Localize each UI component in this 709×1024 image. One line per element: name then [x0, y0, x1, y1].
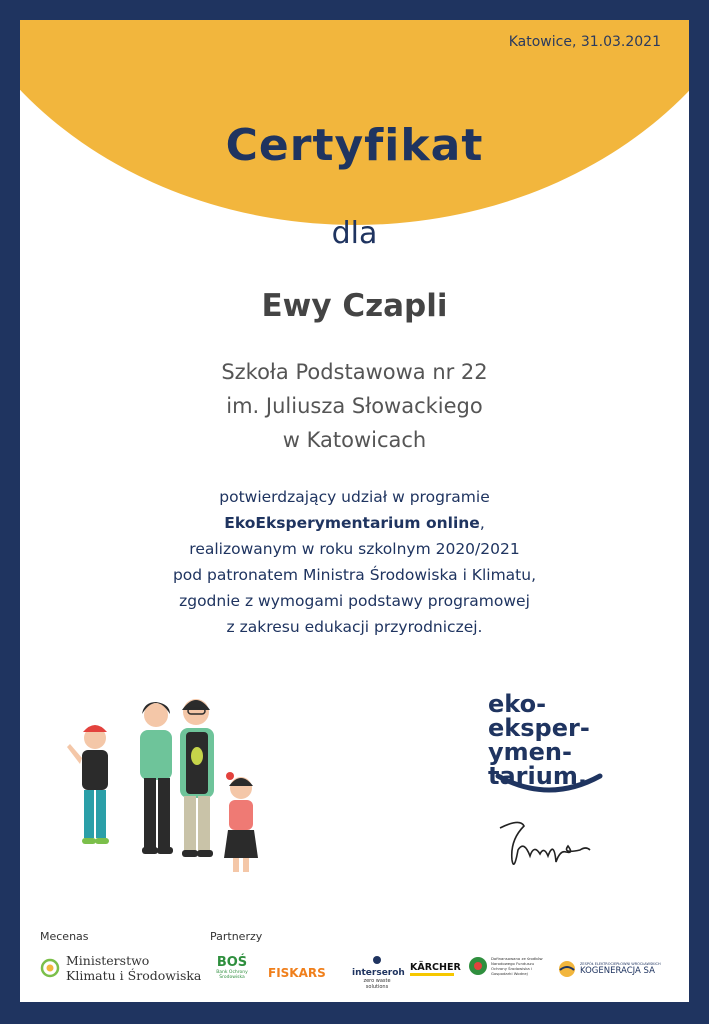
signature: [490, 810, 600, 880]
nfosigw-emblem-icon: [468, 956, 488, 976]
mother-figure: [140, 702, 173, 854]
logo-line: ymen-: [488, 738, 572, 766]
desc-line: realizowanym w roku szkolnym 2020/2021: [189, 540, 520, 558]
desc-line: z zakresu edukacji przyrodniczej.: [226, 618, 483, 636]
for-word: dla: [331, 216, 378, 251]
fiskars-logo: FISKARS: [268, 966, 326, 980]
kogeneracja-logo: ZESPÓŁ ELEKTROCIEPŁOWNI WROCŁAWSKICH KOGENERACJA SA: [558, 960, 661, 978]
desc-line-program: [20, 510, 689, 536]
interseroh-logo: interseroh zero waste solutions: [352, 955, 402, 990]
boy-figure: [67, 725, 109, 844]
desc-line: pod patronatem Ministra Środowiska i Klimatu,: [172, 566, 537, 584]
logo-line: eko-: [488, 690, 547, 718]
certificate-page: [20, 20, 689, 1002]
kogeneracja-emblem-icon: [558, 960, 576, 978]
interseroh-emblem-icon: [370, 955, 384, 965]
family-illustration: [58, 670, 258, 882]
ministry-emblem-icon: [40, 958, 60, 978]
school-line: Szkoła Podstawowa nr 22: [221, 360, 488, 384]
desc-line: zgodnie z wymogami podstawy programowej: [179, 592, 530, 610]
logo-line: eksper-: [488, 714, 590, 742]
certificate-title: Certyfikat: [225, 120, 484, 171]
bos-logo: BOŚ Bank Ochrony Środowiska: [216, 955, 248, 980]
program-name: EkoEksperymentarium online: [224, 514, 480, 532]
mecenas-label: Mecenas: [40, 930, 89, 943]
issue-date: Katowice, 31.03.2021: [508, 34, 661, 50]
recipient-name: Ewy Czapli: [261, 288, 448, 324]
school-line: w Katowicach: [282, 428, 427, 452]
partners-label: Partnerzy: [210, 930, 263, 943]
father-figure: [180, 699, 214, 857]
school-line: im. Juliusza Słowackiego: [226, 394, 483, 418]
karcher-stripe: [410, 973, 454, 976]
karcher-logo: KÄRCHER: [410, 962, 461, 976]
ministry-logo: [40, 953, 201, 983]
desc-line: potwierdzający udział w programie: [219, 488, 490, 506]
logo-smile-icon: [494, 770, 604, 800]
girl-figure: [224, 772, 258, 872]
logo-line: tarium.: [488, 762, 587, 790]
nfosigw-logo: Dofinansowano ze środków Narodowego Funduszu Ochrony Środowiska i Gospodarki Wodnej: [468, 956, 551, 976]
school-name: [20, 355, 689, 457]
certificate-description: [20, 484, 689, 640]
ministry-line: Ministerstwo: [66, 953, 150, 968]
program-suffix: ,: [479, 514, 485, 532]
ministry-line: Klimatu i Środowiska: [66, 968, 202, 983]
